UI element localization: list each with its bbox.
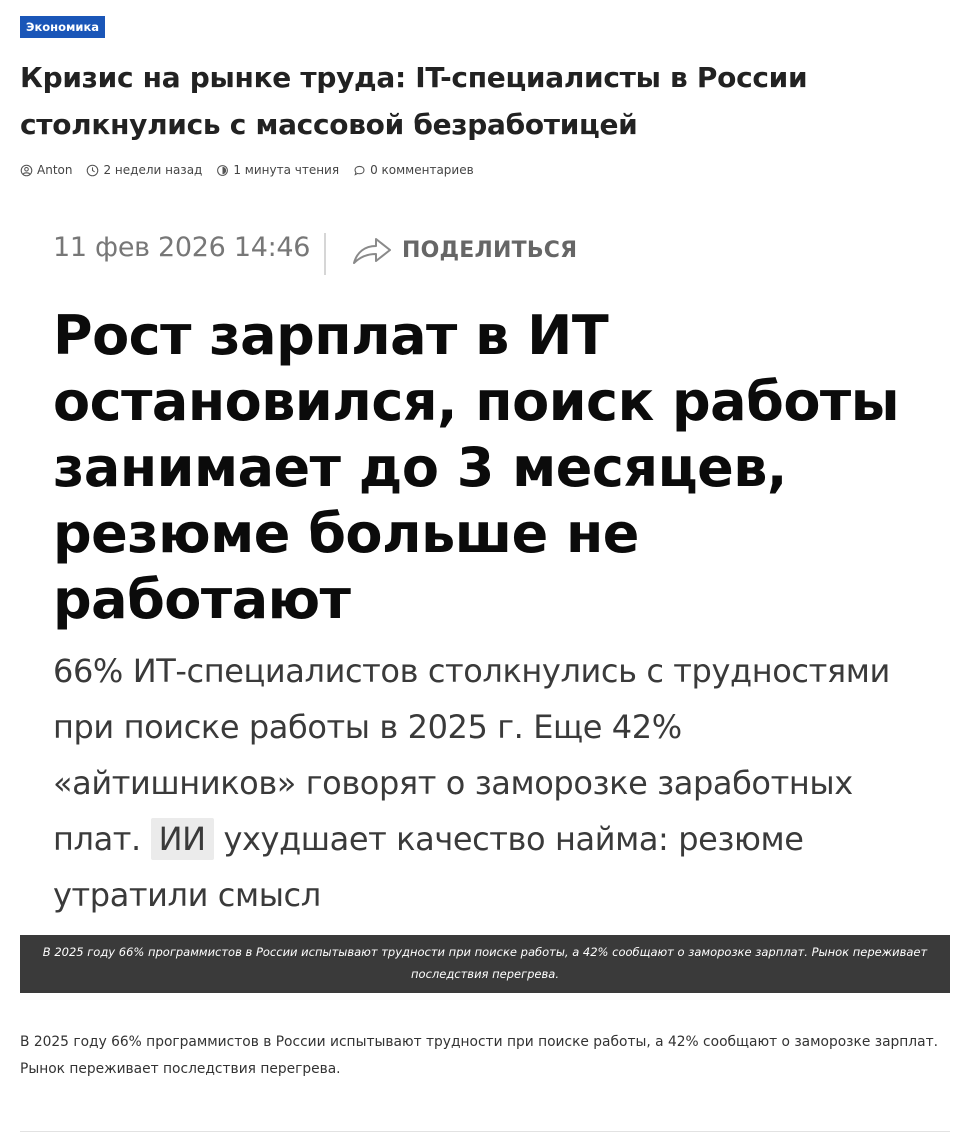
hero-lead-part1: 66% ИТ-специалистов столкнулись с трудностями при поиске работы в 2025 г. Еще 42% «айтишников» говорят о заморозке заработных плат. xyxy=(53,652,890,858)
hero-headline: Рост зарплат в ИТ остановился, поиск работы занимает до 3 месяцев, резюме больше не работают xyxy=(53,304,900,631)
meta-read-time xyxy=(216,163,339,177)
share-label: ПОДЕЛИТЬСЯ xyxy=(402,237,578,263)
half-circle-icon xyxy=(216,164,229,177)
share-arrow-icon xyxy=(350,232,394,268)
hero-date: 11 фев 2026 14:46 xyxy=(53,232,311,263)
featured-image xyxy=(20,205,950,935)
category-badge[interactable]: Экономика xyxy=(20,16,105,38)
image-caption: В 2025 году 66% программистов в России испытывают трудности при поиске работы, а 42% сообщают о заморозке зарплат. Рынок переживает последствия перегрева. xyxy=(20,935,950,993)
hero-lead xyxy=(53,643,913,923)
read-time: 1 минута чтения xyxy=(233,163,340,177)
author-link[interactable]: Anton xyxy=(37,163,73,177)
share-button[interactable] xyxy=(350,232,577,268)
hero-lead-highlight: ИИ xyxy=(151,818,214,860)
published-time: 2 недели назад xyxy=(103,163,203,177)
divider xyxy=(20,1131,950,1132)
article-paragraph: В 2025 году 66% программистов в России испытывают трудности при поиске работы, а 42% сообщают о заморозке зарплат. Рынок переживает последствия перегрева. xyxy=(20,1034,938,1077)
comment-bubble-icon xyxy=(353,164,366,177)
hero-divider xyxy=(324,233,326,275)
comments-link[interactable]: 0 комментариев xyxy=(370,163,474,177)
article-meta xyxy=(20,161,488,179)
article-title: Кризис на рынке труда: IT-специалисты в России столкнулись с массовой безработицей xyxy=(20,61,808,141)
meta-author[interactable] xyxy=(20,163,72,177)
meta-published xyxy=(86,163,202,177)
user-circle-icon xyxy=(20,164,33,177)
hero-lead-part2: ухудшает качество найма: резюме утратили смысл xyxy=(53,820,804,914)
meta-comments[interactable] xyxy=(353,163,474,177)
clock-icon xyxy=(86,164,99,177)
